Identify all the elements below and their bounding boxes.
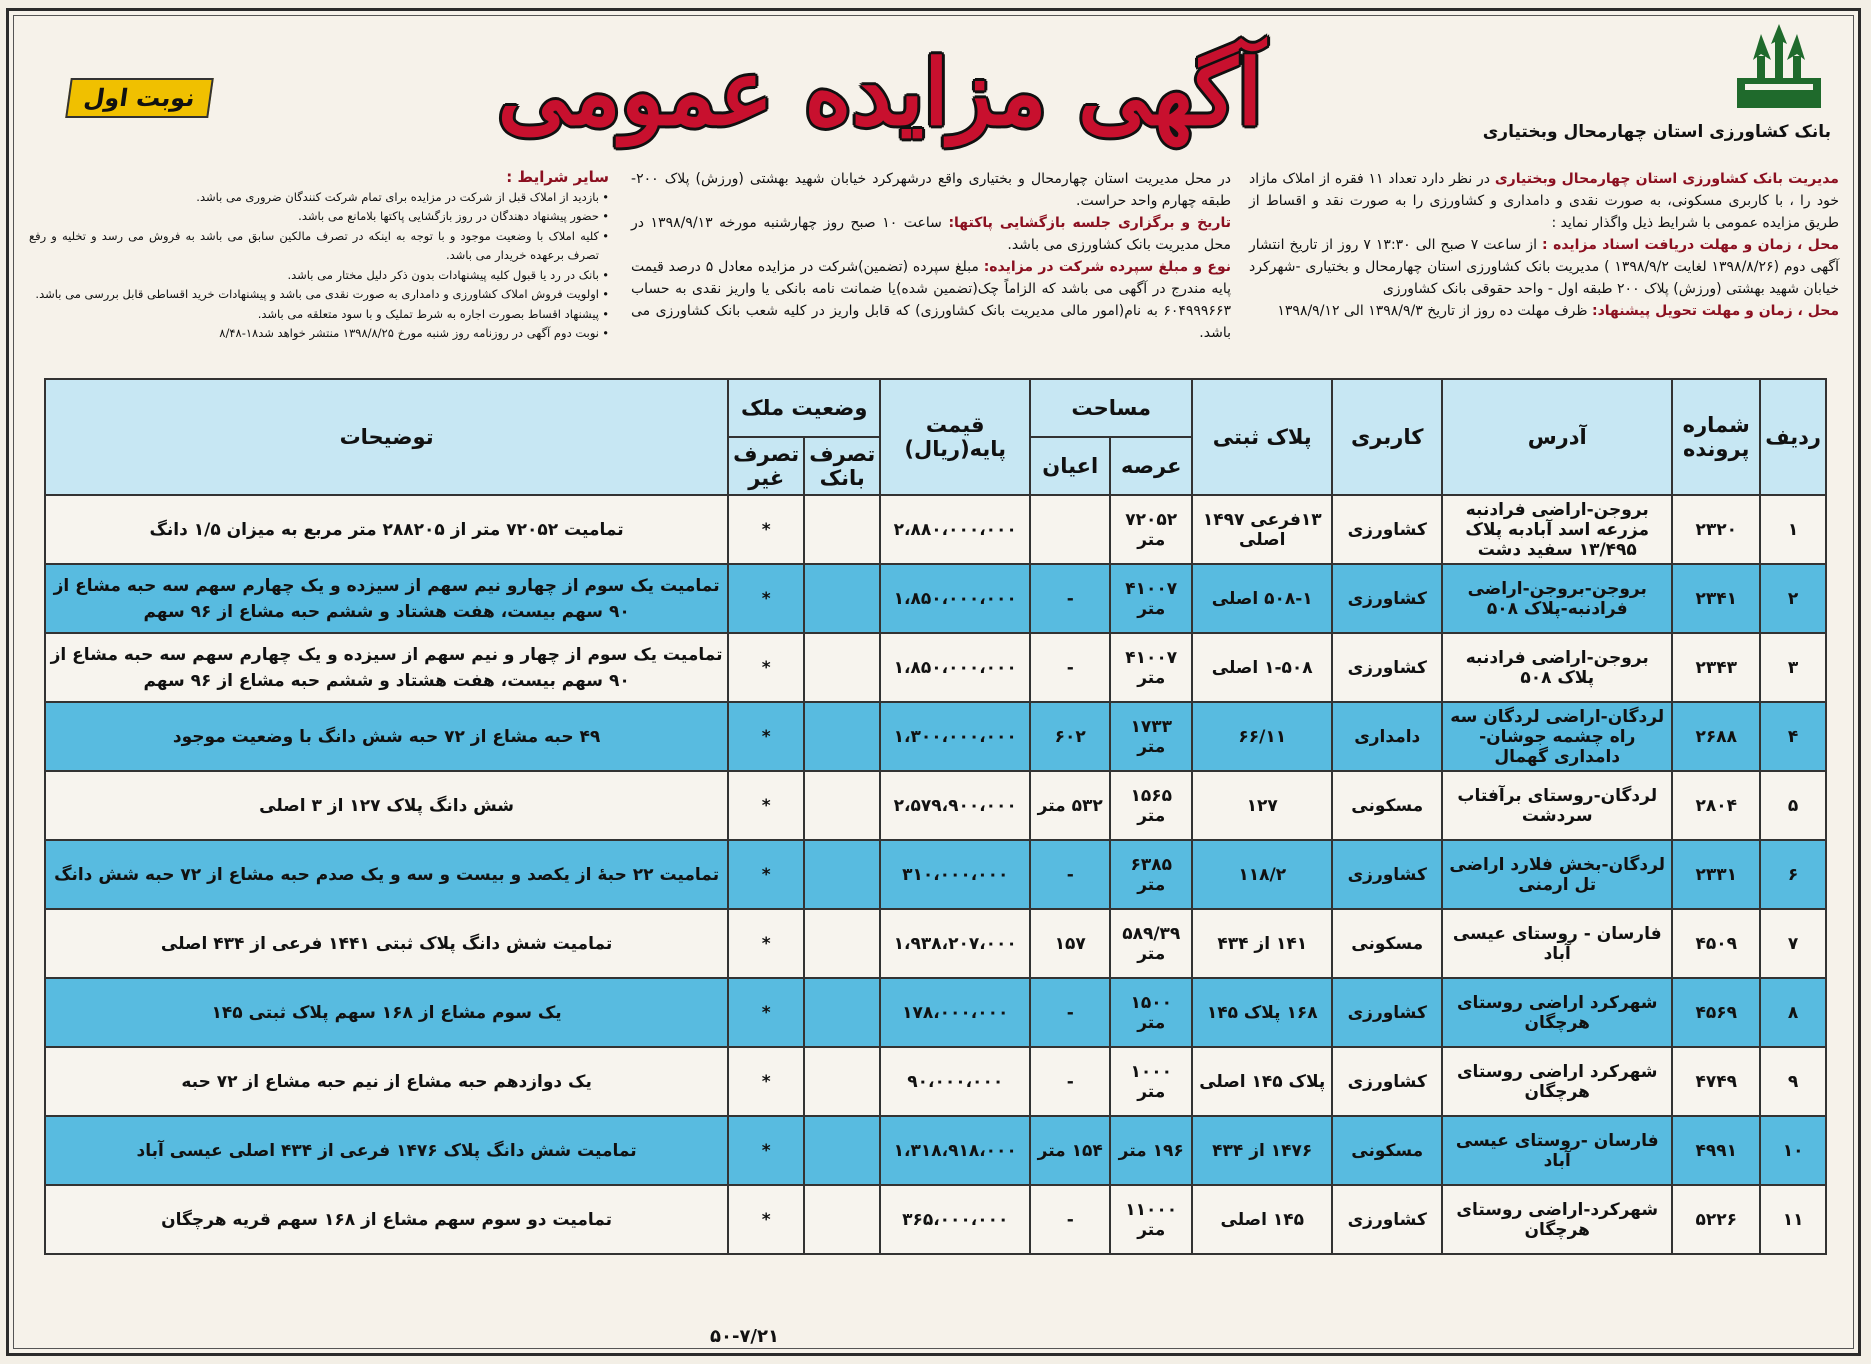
cell-price: ۱،۸۵۰،۰۰۰،۰۰۰ bbox=[880, 564, 1030, 633]
cell-price: ۱،۸۵۰،۰۰۰،۰۰۰ bbox=[880, 633, 1030, 702]
cell-usage: کشاورزی bbox=[1332, 978, 1442, 1047]
cell-file-number: ۲۳۳۱ bbox=[1672, 840, 1760, 909]
condition-item: • حضور پیشنهاد دهندگان در روز بازگشایی پاکتها بلامانع می باشد. bbox=[29, 207, 609, 227]
cell-area-building: - bbox=[1030, 840, 1110, 909]
cell-status-other: * bbox=[728, 1185, 804, 1254]
table-row bbox=[45, 633, 1826, 702]
cell-address: فارسان - روستای عیسی آباد bbox=[1442, 909, 1672, 978]
cell-status-other: * bbox=[728, 633, 804, 702]
table-row bbox=[45, 909, 1826, 978]
cell-price: ۲،۸۸۰،۰۰۰،۰۰۰ bbox=[880, 495, 1030, 564]
header-status-bank: تصرف بانک bbox=[804, 437, 880, 495]
submission-location: در محل مدیریت استان چهارمحال و بختیاری واقع درشهرکرد خیابان شهید بهشتی (ورزش) پلاک ۲۰۰- طبقه چهارم واحد حراست. bbox=[631, 171, 1231, 209]
header-usage: کاربری bbox=[1332, 379, 1442, 495]
round-badge: نوبت اول bbox=[65, 78, 213, 118]
cell-address: لردگان-اراضی لردگان سه راه چشمه جوشان-دامداری گهمال bbox=[1442, 702, 1672, 771]
cell-notes: تمامیت شش دانگ پلاک ۱۴۷۶ فرعی از ۴۳۴ اصلی عیسی آباد bbox=[45, 1116, 728, 1185]
bank-logo-icon bbox=[1731, 20, 1827, 112]
cell-plaque: ۱-۵۰۸ اصلی bbox=[1192, 633, 1332, 702]
header-row-number: ردیف bbox=[1760, 379, 1826, 495]
cell-status-bank bbox=[804, 702, 880, 771]
cell-status-bank bbox=[804, 909, 880, 978]
docs-heading: محل ، زمان و مهلت دریافت اسناد مزایده : bbox=[1542, 237, 1840, 253]
cell-area-building: ۶۰۲ bbox=[1030, 702, 1110, 771]
cell-area-land: ۶۳۸۵ متر bbox=[1110, 840, 1192, 909]
table-row bbox=[45, 771, 1826, 840]
cell-file-number: ۲۳۲۰ bbox=[1672, 495, 1760, 564]
cell-address: شهرکرد-اراضی روستای هرچگان bbox=[1442, 1185, 1672, 1254]
condition-item: • کلیه املاک با وضعیت موجود و با توجه به اینکه در تصرف مالکین سابق می باشد به فروش می رسد و تخلیه و رفع تصرف برعهده خریدار می باشد. bbox=[29, 227, 609, 266]
cell-usage: کشاورزی bbox=[1332, 840, 1442, 909]
cell-price: ۱،۳۱۸،۹۱۸،۰۰۰ bbox=[880, 1116, 1030, 1185]
cell-area-land: ۵۸۹/۳۹ متر bbox=[1110, 909, 1192, 978]
header-plaque: پلاک ثبتی bbox=[1192, 379, 1332, 495]
opening-text: ساعت ۱۰ صبح روز چهارشنبه مورخه ۱۳۹۸/۹/۱۳ در محل مدیریت بانک کشاورزی می باشد. bbox=[631, 215, 1231, 253]
cell-file-number: ۴۷۴۹ bbox=[1672, 1047, 1760, 1116]
cell-row-number: ۶ bbox=[1760, 840, 1826, 909]
cell-plaque: ۵۰۸-۱ اصلی bbox=[1192, 564, 1332, 633]
cell-usage: کشاورزی bbox=[1332, 564, 1442, 633]
cell-price: ۳۱۰،۰۰۰،۰۰۰ bbox=[880, 840, 1030, 909]
cell-status-other: * bbox=[728, 840, 804, 909]
cell-address: لردگان-روستای برآفتاب سردشت bbox=[1442, 771, 1672, 840]
cell-area-building bbox=[1030, 495, 1110, 564]
cell-status-other: * bbox=[728, 1116, 804, 1185]
cell-status-bank bbox=[804, 1047, 880, 1116]
table-row bbox=[45, 702, 1826, 771]
cell-row-number: ۲ bbox=[1760, 564, 1826, 633]
deposit-text: مبلغ سپرده (تضمین)شرکت در مزایده معادل ۵ درصد قیمت پایه مندرج در آگهی می باشد که الزاماً چک(تضمین شده)یا ضمانت نامه بانکی یا واریز نقدی به حساب ۶۰۴۹۹۹۶۶۳ به نام(امور مالی مدیریت بانک کشاورزی) که قابل واریز در کلیه شعب بانک کشاورزی می باشد. bbox=[631, 259, 1231, 341]
other-conditions bbox=[29, 168, 609, 344]
cell-usage: کشاورزی bbox=[1332, 633, 1442, 702]
cell-status-bank bbox=[804, 633, 880, 702]
cell-plaque: ۶۶/۱۱ bbox=[1192, 702, 1332, 771]
cell-row-number: ۹ bbox=[1760, 1047, 1826, 1116]
cell-plaque: ۱۳فرعی ۱۴۹۷ اصلی bbox=[1192, 495, 1332, 564]
cell-usage: مسکونی bbox=[1332, 771, 1442, 840]
table-row bbox=[45, 495, 1826, 564]
cell-row-number: ۱۱ bbox=[1760, 1185, 1826, 1254]
opening-heading: تاریخ و برگزاری جلسه بازگشایی پاکتها: bbox=[948, 215, 1232, 231]
cell-usage: دامداری bbox=[1332, 702, 1442, 771]
condition-item: • نوبت دوم آگهی در روزنامه روز شنبه مورخ ۱۳۹۸/۸/۲۵ منتشر خواهد شد۱۸-۸/۴۸ bbox=[29, 324, 609, 344]
header-price: قیمت پایه(ریال) bbox=[880, 379, 1030, 495]
cell-row-number: ۸ bbox=[1760, 978, 1826, 1047]
auction-table bbox=[44, 378, 1827, 1255]
cell-status-other: * bbox=[728, 564, 804, 633]
cell-status-other: * bbox=[728, 978, 804, 1047]
table-row bbox=[45, 564, 1826, 633]
cell-area-land: ۱۵۶۵ متر bbox=[1110, 771, 1192, 840]
cell-price: ۳۶۵،۰۰۰،۰۰۰ bbox=[880, 1185, 1030, 1254]
other-conditions-heading: سایر شرایط : bbox=[506, 168, 609, 186]
cell-file-number: ۲۶۸۸ bbox=[1672, 702, 1760, 771]
cell-file-number: ۴۵۶۹ bbox=[1672, 978, 1760, 1047]
cell-plaque: ۱۴۵ اصلی bbox=[1192, 1185, 1332, 1254]
cell-status-bank bbox=[804, 495, 880, 564]
cell-row-number: ۱۰ bbox=[1760, 1116, 1826, 1185]
intro-text-1: در نظر دارد تعداد ۱۱ فقره از املاک مازاد خود را ، با کاربری مسکونی، به صورت نقدی و دامداری و کشاورزی را به صورت نقد و اقساط از طریق مزایده عمومی با شرایط ذیل واگذار نماید : bbox=[1249, 171, 1839, 231]
cell-address: بروجن-اراضی فرادنبه مزرعه اسد آبادبه پلاک ۱۳/۴۹۵ سفید دشت bbox=[1442, 495, 1672, 564]
page-code: ۵۰-۷/۲۱ bbox=[710, 1326, 779, 1347]
cell-address: لردگان-بخش فلارد اراضی تل ارمنی bbox=[1442, 840, 1672, 909]
cell-price: ۱،۹۳۸،۲۰۷،۰۰۰ bbox=[880, 909, 1030, 978]
cell-area-land: ۷۲۰۵۲ متر bbox=[1110, 495, 1192, 564]
cell-row-number: ۴ bbox=[1760, 702, 1826, 771]
header-file-number: شماره پرونده bbox=[1672, 379, 1760, 495]
cell-notes: تمامیت ۷۲۰۵۲ متر از ۲۸۸۲۰۵ متر مربع به میزان ۱/۵ دانگ bbox=[45, 495, 728, 564]
header-area-land: عرصه bbox=[1110, 437, 1192, 495]
cell-usage: مسکونی bbox=[1332, 909, 1442, 978]
intro-column-2 bbox=[631, 168, 1231, 344]
bank-name: بانک کشاورزی استان چهارمحال وبختیاری bbox=[1482, 122, 1831, 142]
intro-column-1 bbox=[1249, 168, 1839, 322]
cell-notes: تمامیت یک سوم از چهارو نیم سهم از سیزده و یک چهارم سهم سه حبه مشاع از ۹۰ سهم بیست، هفت هشتاد و ششم حبه مشاع از ۹۶ سهم bbox=[45, 564, 728, 633]
cell-notes: تمامیت ۲۲ حبۀ از یکصد و بیست و سه و یک صدم حبه مشاع از ۷۲ حبه شش دانگ bbox=[45, 840, 728, 909]
cell-plaque: ۱۴۱ از ۴۳۴ bbox=[1192, 909, 1332, 978]
cell-usage: کشاورزی bbox=[1332, 495, 1442, 564]
cell-notes: یک سوم مشاع از ۱۶۸ سهم پلاک ثبتی ۱۴۵ bbox=[45, 978, 728, 1047]
cell-area-building: - bbox=[1030, 1185, 1110, 1254]
cell-area-land: ۱۵۰۰ متر bbox=[1110, 978, 1192, 1047]
cell-area-building: - bbox=[1030, 978, 1110, 1047]
header-status-other: تصرف غیر bbox=[728, 437, 804, 495]
cell-notes: تمامیت یک سوم از چهار و نیم سهم از سیزده و یک چهارم سهم سه حبه مشاع از ۹۰ سهم بیست، هفت هشتاد و ششم حبه مشاع از ۹۶ سهم bbox=[45, 633, 728, 702]
cell-price: ۱۷۸،۰۰۰،۰۰۰ bbox=[880, 978, 1030, 1047]
cell-file-number: ۲۳۴۳ bbox=[1672, 633, 1760, 702]
header-status: وضعیت ملک bbox=[728, 379, 880, 437]
cell-status-other: * bbox=[728, 495, 804, 564]
table-row bbox=[45, 1047, 1826, 1116]
cell-address: فارسان -روستای عیسی آباد bbox=[1442, 1116, 1672, 1185]
notice-title: آگهی مزایده عمومی bbox=[497, 40, 1263, 146]
condition-item: • پیشنهاد اقساط بصورت اجاره به شرط تملیک و با سود متعلقه می باشد. bbox=[29, 305, 609, 325]
cell-price: ۱،۳۰۰،۰۰۰،۰۰۰ bbox=[880, 702, 1030, 771]
cell-plaque: پلاک ۱۴۵ اصلی bbox=[1192, 1047, 1332, 1116]
cell-notes: شش دانگ پلاک ۱۲۷ از ۳ اصلی bbox=[45, 771, 728, 840]
cell-notes: تمامیت شش دانگ پلاک ثبتی ۱۴۴۱ فرعی از ۴۳۴ اصلی bbox=[45, 909, 728, 978]
cell-area-building: - bbox=[1030, 633, 1110, 702]
cell-plaque: ۱۴۷۶ از ۴۳۴ bbox=[1192, 1116, 1332, 1185]
cell-price: ۲،۵۷۹،۹۰۰،۰۰۰ bbox=[880, 771, 1030, 840]
cell-status-bank bbox=[804, 978, 880, 1047]
cell-area-building: - bbox=[1030, 1047, 1110, 1116]
cell-status-bank bbox=[804, 1116, 880, 1185]
cell-area-land: ۱۷۳۳ متر bbox=[1110, 702, 1192, 771]
cell-area-land: ۱۰۰۰ متر bbox=[1110, 1047, 1192, 1116]
intro-management: مدیریت بانک کشاورزی استان چهارمحال وبختیاری bbox=[1494, 171, 1839, 187]
cell-row-number: ۷ bbox=[1760, 909, 1826, 978]
cell-notes: تمامیت دو سوم سهم مشاع از ۱۶۸ سهم قریه هرچگان bbox=[45, 1185, 728, 1254]
submission-heading: محل ، زمان و مهلت تحویل پیشنهاد: bbox=[1592, 303, 1839, 319]
cell-area-land: ۱۱۰۰۰ متر bbox=[1110, 1185, 1192, 1254]
cell-file-number: ۴۵۰۹ bbox=[1672, 909, 1760, 978]
cell-address: شهرکرد اراضی روستای هرچگان bbox=[1442, 978, 1672, 1047]
submission-text: ظرف مهلت ده روز از تاریخ ۱۳۹۸/۹/۳ الی ۱۳۹۸/۹/۱۲ bbox=[1277, 303, 1588, 319]
cell-area-land: ۱۹۶ متر bbox=[1110, 1116, 1192, 1185]
header-area: مساحت bbox=[1030, 379, 1192, 437]
cell-address: بروجن-بروجن-اراضی فرادنبه-پلاک ۵۰۸ bbox=[1442, 564, 1672, 633]
cell-status-bank bbox=[804, 771, 880, 840]
condition-item: • بازدید از املاک قبل از شرکت در مزایده برای تمام شرکت کنندگان ضروری می باشد. bbox=[29, 188, 609, 208]
cell-usage: کشاورزی bbox=[1332, 1047, 1442, 1116]
condition-item: • بانک در رد یا قبول کلیه پیشنهادات بدون ذکر دلیل مختار می باشد. bbox=[29, 266, 609, 286]
condition-item: • اولویت فروش املاک کشاورزی و دامداری به صورت نقدی می باشد و پیشنهادات خرید اقساطی قابل بررسی می باشد. bbox=[29, 285, 609, 305]
cell-usage: کشاورزی bbox=[1332, 1185, 1442, 1254]
cell-plaque: ۱۲۷ bbox=[1192, 771, 1332, 840]
deposit-heading: نوع و مبلغ سپرده شرکت در مزایده: bbox=[983, 259, 1232, 275]
header-address: آدرس bbox=[1442, 379, 1672, 495]
cell-row-number: ۳ bbox=[1760, 633, 1826, 702]
cell-address: شهرکرد اراضی روستای هرچگان bbox=[1442, 1047, 1672, 1116]
table-row bbox=[45, 978, 1826, 1047]
cell-row-number: ۵ bbox=[1760, 771, 1826, 840]
cell-plaque: ۱۱۸/۲ bbox=[1192, 840, 1332, 909]
table-row bbox=[45, 840, 1826, 909]
cell-area-building: - bbox=[1030, 564, 1110, 633]
cell-area-building: ۵۳۲ متر bbox=[1030, 771, 1110, 840]
cell-status-bank bbox=[804, 840, 880, 909]
cell-status-other: * bbox=[728, 702, 804, 771]
cell-status-bank bbox=[804, 564, 880, 633]
cell-notes: ۴۹ حبه مشاع از ۷۲ حبه شش دانگ با وضعیت موجود bbox=[45, 702, 728, 771]
cell-file-number: ۲۳۴۱ bbox=[1672, 564, 1760, 633]
cell-usage: مسکونی bbox=[1332, 1116, 1442, 1185]
cell-area-building: ۱۵۴ متر bbox=[1030, 1116, 1110, 1185]
docs-text: از ساعت ۷ صبح الی ۱۳:۳۰ ۷ روز از تاریخ انتشار آگهی دوم (۱۳۹۸/۸/۲۶ لغایت ۱۳۹۸/۹/۲ ) مدیریت بانک کشاورزی استان چهارمحال و بختیاری -شهرکرد خیابان شهید بهشتی (ورزش) پلاک ۲۰۰ طبقه اول - واحد حقوقی بانک کشاورزی bbox=[1249, 237, 1839, 297]
cell-area-land: ۴۱۰۰۷ متر bbox=[1110, 564, 1192, 633]
header-area-building: اعیان bbox=[1030, 437, 1110, 495]
table-row bbox=[45, 1185, 1826, 1254]
cell-address: بروجن-اراضی فرادنبه پلاک ۵۰۸ bbox=[1442, 633, 1672, 702]
cell-price: ۹۰،۰۰۰،۰۰۰ bbox=[880, 1047, 1030, 1116]
cell-file-number: ۲۸۰۴ bbox=[1672, 771, 1760, 840]
cell-file-number: ۴۹۹۱ bbox=[1672, 1116, 1760, 1185]
header-notes: توضیحات bbox=[45, 379, 728, 495]
table-row bbox=[45, 1116, 1826, 1185]
cell-notes: یک دوازدهم حبه مشاع از نیم حبه مشاع از ۷۲ حبه bbox=[45, 1047, 728, 1116]
cell-area-building: ۱۵۷ bbox=[1030, 909, 1110, 978]
cell-plaque: ۱۶۸ پلاک ۱۴۵ bbox=[1192, 978, 1332, 1047]
cell-status-other: * bbox=[728, 771, 804, 840]
cell-file-number: ۵۲۲۶ bbox=[1672, 1185, 1760, 1254]
cell-area-land: ۴۱۰۰۷ متر bbox=[1110, 633, 1192, 702]
cell-status-bank bbox=[804, 1185, 880, 1254]
cell-row-number: ۱ bbox=[1760, 495, 1826, 564]
cell-status-other: * bbox=[728, 1047, 804, 1116]
cell-status-other: * bbox=[728, 909, 804, 978]
